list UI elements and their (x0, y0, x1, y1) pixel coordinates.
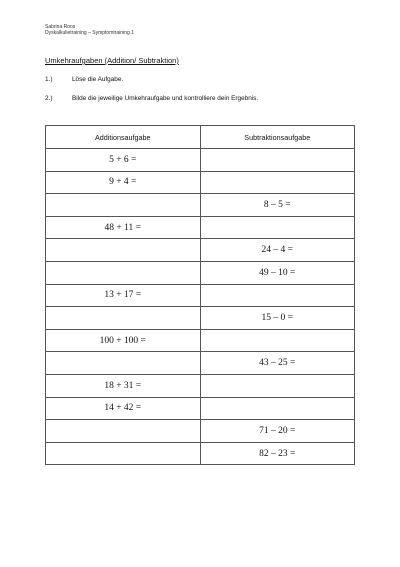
subtraction-cell[interactable] (200, 397, 355, 420)
instruction-number: 1.) (45, 76, 53, 83)
table-row (46, 216, 355, 239)
addition-cell[interactable] (46, 307, 201, 330)
column-header-addition: Additionsaufgabe (46, 126, 201, 149)
table-row (46, 194, 355, 217)
table-row (46, 149, 355, 172)
subtraction-cell[interactable]: 43 – 25 = (200, 352, 355, 375)
table-row (46, 442, 355, 465)
table-row (46, 261, 355, 284)
addition-cell[interactable]: 14 + 42 = (46, 397, 201, 420)
table-row (46, 329, 355, 352)
table-row (46, 171, 355, 194)
addition-cell[interactable] (46, 420, 201, 443)
addition-cell[interactable]: 5 + 6 = (46, 149, 201, 172)
subtraction-cell[interactable]: 15 – 0 = (200, 307, 355, 330)
addition-cell[interactable] (46, 239, 201, 262)
subtraction-cell[interactable] (200, 171, 355, 194)
table-row (46, 284, 355, 307)
instruction-2 (45, 95, 258, 102)
addition-cell[interactable]: 9 + 4 = (46, 171, 201, 194)
addition-cell[interactable]: 18 + 31 = (46, 374, 201, 397)
subtraction-cell[interactable] (200, 149, 355, 172)
page-header (45, 24, 134, 36)
subtraction-cell[interactable] (200, 284, 355, 307)
instruction-text: Bilde die jeweilige Umkehraufgabe und kontrolliere dein Ergebnis. (72, 95, 259, 102)
addition-cell[interactable]: 48 + 11 = (46, 216, 201, 239)
table-row (46, 352, 355, 375)
instruction-1 (45, 76, 123, 83)
subtraction-cell[interactable] (200, 374, 355, 397)
subtraction-cell[interactable]: 8 – 5 = (200, 194, 355, 217)
table-header-row (46, 126, 355, 149)
exercise-table (45, 125, 355, 465)
addition-cell[interactable] (46, 352, 201, 375)
table-row (46, 420, 355, 443)
column-header-subtraction: Subtraktionsaufgabe (200, 126, 355, 149)
subtraction-cell[interactable]: 71 – 20 = (200, 420, 355, 443)
instruction-number: 2.) (45, 95, 53, 102)
addition-cell[interactable] (46, 194, 201, 217)
subtraction-cell[interactable] (200, 329, 355, 352)
subtraction-cell[interactable]: 82 – 23 = (200, 442, 355, 465)
table-body (46, 149, 355, 465)
table-row (46, 374, 355, 397)
addition-cell[interactable]: 13 + 17 = (46, 284, 201, 307)
instruction-text: Löse die Aufgabe. (72, 76, 124, 83)
addition-cell[interactable]: 100 + 100 = (46, 329, 201, 352)
table-row (46, 307, 355, 330)
subtraction-cell[interactable]: 24 – 4 = (200, 239, 355, 262)
subtraction-cell[interactable]: 49 – 10 = (200, 261, 355, 284)
header-subtitle: Dyskalkulietraining – Symptomtraining 1 (45, 30, 134, 36)
worksheet-title: Umkehraufgaben (Addition/ Subtraktion) (45, 56, 179, 65)
subtraction-cell[interactable] (200, 216, 355, 239)
author-name: Sabrina Roos (45, 24, 76, 30)
table-row (46, 397, 355, 420)
addition-cell[interactable] (46, 442, 201, 465)
addition-cell[interactable] (46, 261, 201, 284)
table-row (46, 239, 355, 262)
